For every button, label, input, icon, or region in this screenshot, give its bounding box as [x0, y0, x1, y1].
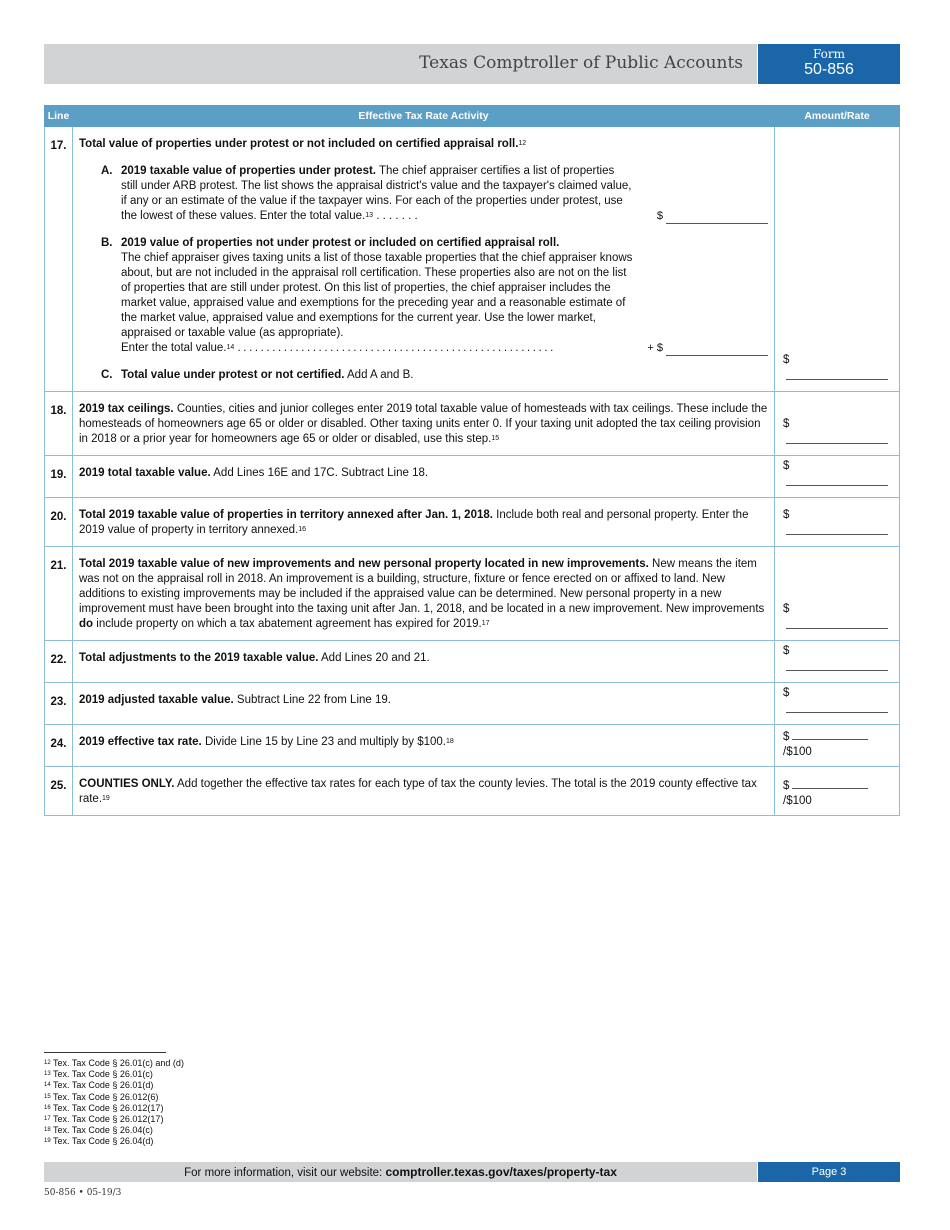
- line-text: Add together the effective tax rates for each type of tax the county levies. The total is the 2019 county effective tax rate.: [79, 778, 757, 805]
- line-text: Add Lines 20 and 21.: [321, 652, 430, 664]
- line-number: 23.: [45, 683, 73, 725]
- sub-title: Total value under protest or not certified.: [121, 369, 345, 381]
- line-19-row: [45, 456, 900, 498]
- line-description: [73, 725, 775, 767]
- line-number: 20.: [45, 498, 73, 547]
- amount-cell: [775, 127, 900, 392]
- line-18-row: [45, 392, 900, 456]
- footer-website-link[interactable]: comptroller.texas.gov/taxes/property-tax: [385, 1165, 617, 1179]
- line-24-row: [45, 725, 900, 767]
- form-number: 50-856: [804, 61, 854, 78]
- amount-cell: [775, 641, 900, 683]
- line-title: 2019 effective tax rate.: [79, 736, 202, 748]
- page-number: Page 3: [758, 1162, 900, 1182]
- sub-enter-text: Enter the total value.: [121, 342, 227, 354]
- table-header-row: [45, 106, 900, 127]
- line-title: 2019 adjusted taxable value.: [79, 694, 234, 706]
- currency-prefix: $: [783, 460, 790, 472]
- amount-cell: [775, 547, 900, 641]
- line-22-row: [45, 641, 900, 683]
- line-25-row: [45, 767, 900, 816]
- line-title: 2019 total taxable value.: [79, 467, 211, 479]
- page-header: [44, 44, 900, 84]
- line-description: [73, 641, 775, 683]
- line-title: Total value of properties under protest or not included on certified appraisal roll.: [79, 138, 519, 150]
- footnote: $^{14}$ Tex. Tax Code § 26.01(d): [44, 1080, 154, 1091]
- line-17c-amount-field[interactable]: [786, 368, 888, 380]
- line-description: [73, 127, 775, 392]
- line-number: 17.: [45, 127, 73, 392]
- footnote-ref: 13: [365, 212, 373, 219]
- sub-title: 2019 taxable value of properties under protest.: [121, 165, 376, 177]
- line-17c: [79, 368, 768, 383]
- line-18-amount-field[interactable]: [786, 432, 888, 444]
- col-header-line: Line: [45, 106, 73, 127]
- sub-text: The chief appraiser certifies a list of properties still under ARB protest. The list shows the appraisal district's value and the taxpayer's claimed value, if any or an estimate of the value if the taxpayer wins. For each of the properties under protest, use the lowest of these values. Enter the total value.: [121, 165, 632, 222]
- footnote: $^{16}$ Tex. Tax Code § 26.012(17): [44, 1102, 164, 1113]
- line-description: [73, 767, 775, 816]
- amount-cell: [775, 683, 900, 725]
- amount-cell: [775, 392, 900, 456]
- currency-prefix: $: [656, 210, 663, 222]
- footnote: $^{19}$ Tex. Tax Code § 26.04(d): [44, 1136, 154, 1147]
- sub-text: Add A and B.: [347, 369, 414, 381]
- line-description: [73, 456, 775, 498]
- line-text: Counties, cities and junior colleges enter 2019 total taxable value of homesteads with tax ceilings. These include the homesteads of homeowners age 65 or older or disabled. Other taxing units enter 0. If your taxing unit adopted the tax ceiling provision in 2018 or a prior year for homeowners age 65 or older or disabled, use this step.: [79, 403, 768, 445]
- footnote-ref: 18: [445, 738, 454, 745]
- amount-cell: [775, 725, 900, 767]
- line-number: 21.: [45, 547, 73, 641]
- amount-cell: [775, 767, 900, 816]
- footnote-ref: 16: [298, 526, 307, 533]
- line-number: 22.: [45, 641, 73, 683]
- footer-info: For more information, visit our website:: [184, 1167, 383, 1179]
- line-17a: [79, 164, 768, 224]
- line-number: 24.: [45, 725, 73, 767]
- line-description: [73, 392, 775, 456]
- line-23-amount-field[interactable]: [786, 701, 888, 713]
- line-description: [73, 683, 775, 725]
- form-label: Form: [812, 47, 845, 61]
- line-number: 19.: [45, 456, 73, 498]
- footnote-divider: [44, 1052, 166, 1053]
- form-number-badge: [758, 44, 900, 84]
- currency-prefix: $: [783, 780, 790, 792]
- header-bar: [44, 44, 757, 84]
- col-header-activity: Effective Tax Rate Activity: [73, 106, 775, 127]
- line-17b-value-field[interactable]: [666, 344, 768, 356]
- rate-unit: /$100: [783, 746, 812, 758]
- amount-cell: [775, 456, 900, 498]
- currency-prefix: $: [783, 418, 790, 430]
- footnote: $^{15}$ Tex. Tax Code § 26.012(6): [44, 1091, 159, 1102]
- line-17a-value-field[interactable]: [666, 212, 768, 224]
- currency-prefix: $: [783, 731, 790, 743]
- footnote: $^{13}$ Tex. Tax Code § 26.01(c): [44, 1069, 153, 1080]
- agency-title: Texas Comptroller of Public Accounts: [419, 53, 743, 73]
- footer-bar: [44, 1162, 757, 1182]
- sub-text: The chief appraiser gives taxing units a list of those taxable properties that the chief appraiser knows about, but are not included in the appraisal roll certification. These properties also are not on the list of properties that are still under protest. On this list of properties, the chief appraiser includes the market value, appraised value and exemptions for the preceding year and a reasonable estimate of the market value, appraised value and exemptions for the current year. Use the lower market, appraised or taxable value (as appropriate).: [121, 252, 633, 339]
- sub-letter: A.: [101, 165, 113, 177]
- footnote: $^{17}$ Tex. Tax Code § 26.012(17): [44, 1114, 164, 1125]
- footnote-ref: 12: [518, 140, 527, 147]
- leader-dots: . . . . . . .: [376, 210, 418, 222]
- sub-title: 2019 value of properties not under protest or included on certified appraisal roll.: [121, 237, 560, 249]
- line-19-amount-field[interactable]: [786, 474, 888, 486]
- footnote: $^{12}$ Tex. Tax Code § 26.01(c) and (d): [44, 1058, 184, 1068]
- line-21-row: [45, 547, 900, 641]
- line-title: Total 2019 taxable value of properties in territory annexed after Jan. 1, 2018.: [79, 509, 493, 521]
- effective-tax-rate-table: [44, 105, 900, 816]
- line-number: 25.: [45, 767, 73, 816]
- line-emphasis: do: [79, 618, 94, 630]
- line-title: COUNTIES ONLY.: [79, 778, 175, 790]
- line-24-rate-field[interactable]: [792, 728, 868, 740]
- line-25-rate-field[interactable]: [792, 777, 868, 789]
- footnote-ref: 14: [226, 344, 235, 351]
- line-22-amount-field[interactable]: [786, 659, 888, 671]
- line-17-row: [45, 127, 900, 392]
- sub-letter: B.: [101, 237, 113, 249]
- line-text: Subtract Line 22 from Line 19.: [236, 694, 391, 706]
- footnote-ref: 19: [102, 795, 110, 802]
- footnotes: [44, 1058, 184, 1148]
- amount-cell: [775, 498, 900, 547]
- line-text-2: include property on which a tax abatement agreement has expired for 2019.: [96, 618, 482, 630]
- line-20-row: [45, 498, 900, 547]
- currency-prefix: + $: [647, 342, 663, 354]
- footnote: $^{18}$ Tex. Tax Code § 26.04(c): [44, 1125, 153, 1136]
- currency-prefix: $: [783, 603, 790, 615]
- line-description: [73, 547, 775, 641]
- line-text: New means the item was not on the appraisal roll in 2018. An improvement is a building, structure, fixture or fence erected on or affixed to land. New additions to existing improvements may be included if the appraised value can be determined. New personal property in a new improvement must have been brought into the taxing unit after Jan. 1, 2018, and be located in a new improvement. New improvements: [79, 558, 765, 615]
- line-text: Add Lines 16E and 17C. Subtract Line 18.: [213, 467, 429, 479]
- line-number: 18.: [45, 392, 73, 456]
- line-text: Include both real and personal property. Enter the 2019 value of property in territory annexed.: [79, 509, 749, 536]
- line-description: [73, 498, 775, 547]
- currency-prefix: $: [783, 645, 790, 657]
- line-17b: [79, 236, 768, 356]
- line-20-amount-field[interactable]: [786, 523, 888, 535]
- form-code: 50-856 • 05-19/3: [44, 1188, 122, 1198]
- sub-letter: C.: [101, 369, 113, 381]
- currency-prefix: $: [783, 354, 790, 366]
- leader-dots: . . . . . . . . . . . . . . . . . . . . . . . . . . . . . . . . . . . . . . . . . . . . . . . . . . . . . . .: [237, 342, 554, 354]
- line-title: 2019 tax ceilings.: [79, 403, 174, 415]
- col-header-amount: Amount/Rate: [775, 106, 900, 127]
- footnote-ref: 15: [491, 435, 500, 442]
- line-title: Total 2019 taxable value of new improvements and new personal property located in new improvements.: [79, 558, 649, 570]
- line-21-amount-field[interactable]: [786, 617, 888, 629]
- page-footer: [44, 1162, 900, 1182]
- line-text: Divide Line 15 by Line 23 and multiply by $100.: [204, 736, 446, 748]
- line-title: Total adjustments to the 2019 taxable value.: [79, 652, 319, 664]
- currency-prefix: $: [783, 509, 790, 521]
- line-23-row: [45, 683, 900, 725]
- footnote-ref: 17: [481, 620, 490, 627]
- currency-prefix: $: [783, 687, 790, 699]
- rate-unit: /$100: [783, 795, 812, 807]
